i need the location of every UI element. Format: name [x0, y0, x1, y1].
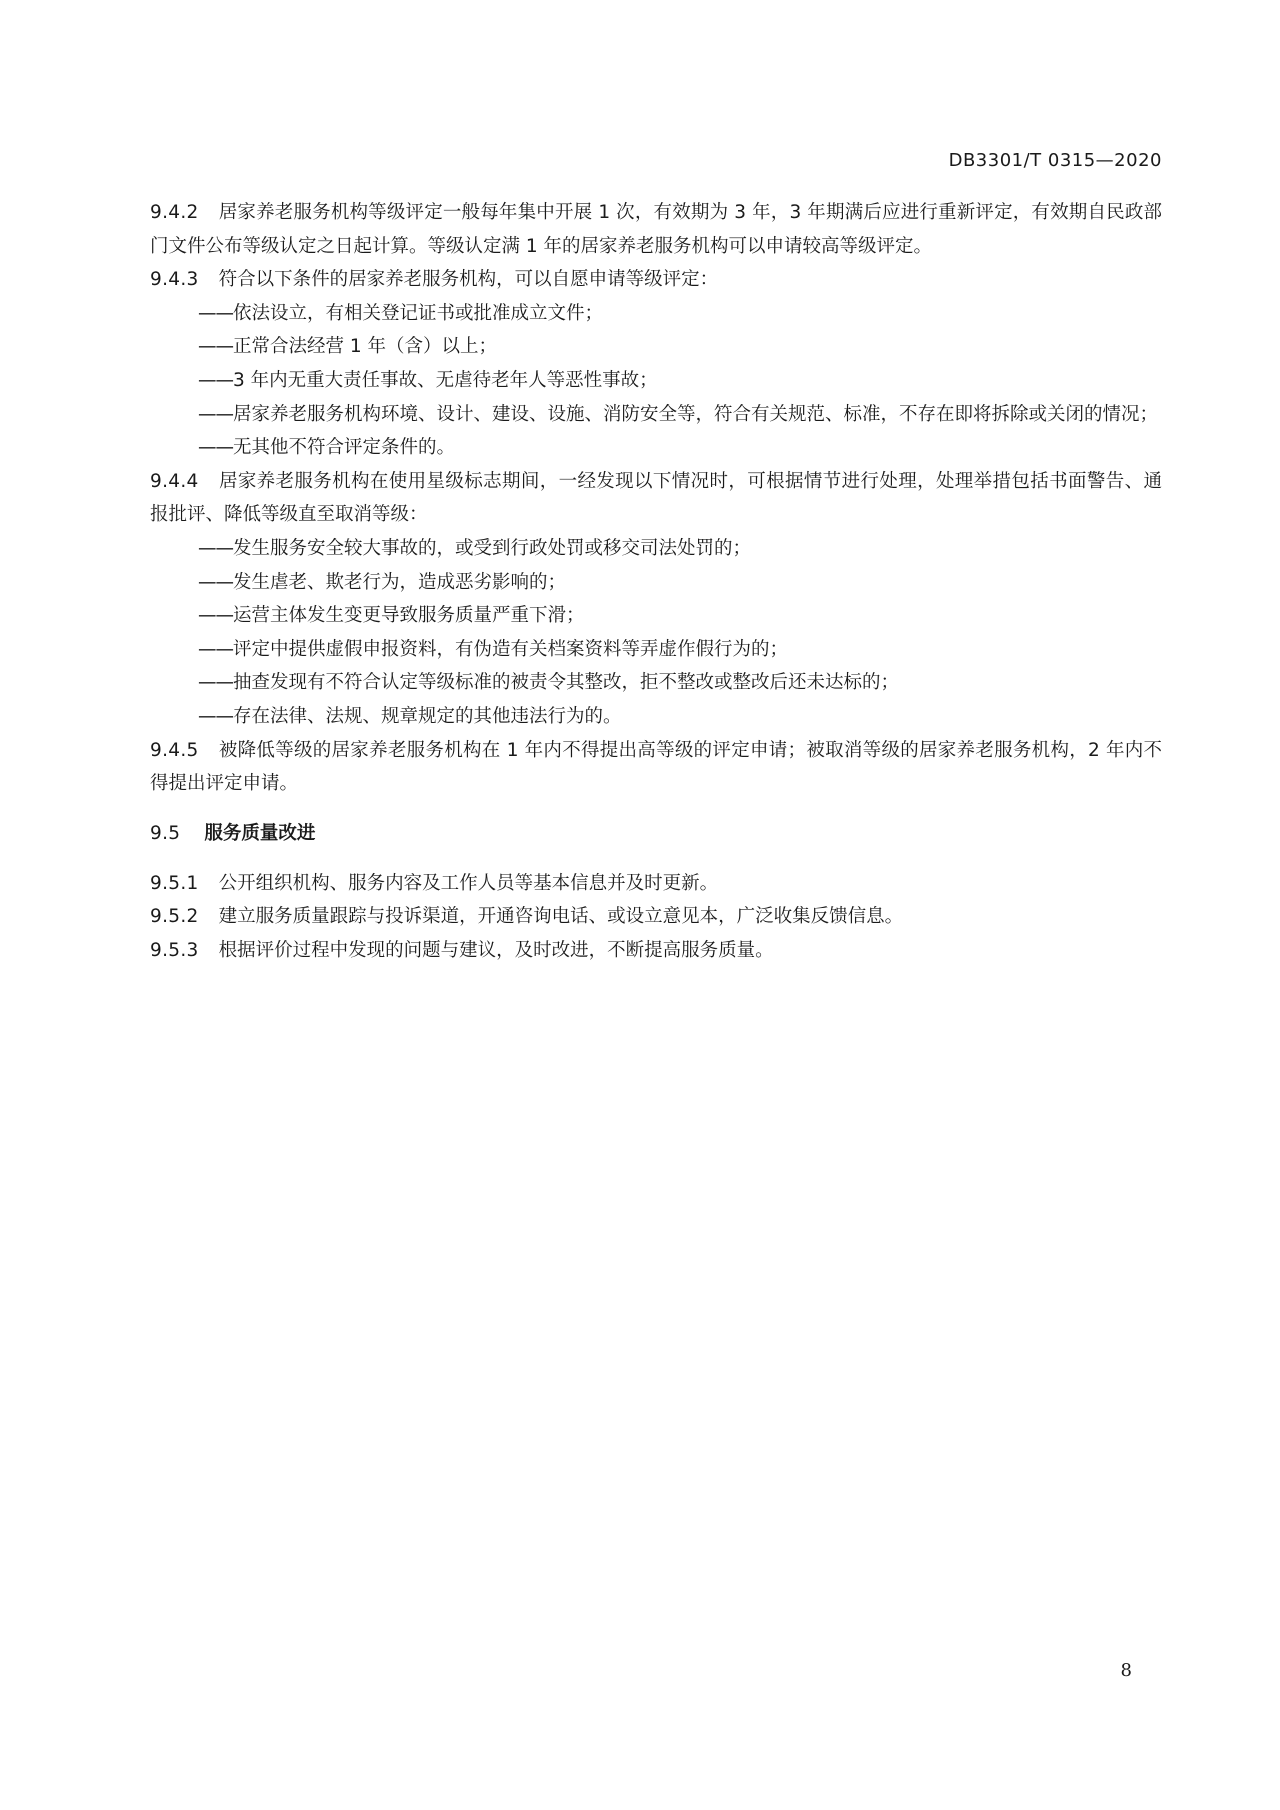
clause-9-4-2 — [150, 196, 1162, 263]
dash-marker: —— — [198, 403, 233, 425]
clause-text: 建立服务质量跟踪与投诉渠道，开通咨询电话、或设立意见本，广泛收集反馈信息。 — [218, 906, 904, 928]
clause-number: 9.5.3 — [150, 939, 199, 961]
page-number: 8 — [1120, 1660, 1132, 1681]
list-item — [198, 633, 1162, 667]
clause-9-4-4 — [150, 465, 1162, 532]
clause-text: 根据评价过程中发现的问题与建议，及时改进，不断提高服务质量。 — [218, 939, 774, 961]
clause-number: 9.4.2 — [150, 202, 199, 223]
clause-text: 公开组织机构、服务内容及工作人员等基本信息并及时更新。 — [218, 872, 719, 894]
list-item — [198, 599, 1162, 633]
section-heading-9-5 — [150, 815, 1162, 853]
list-item — [198, 700, 1162, 734]
clause-9-5-1 — [150, 867, 1162, 901]
clause-text: 符合以下条件的居家养老服务机构，可以自愿申请等级评定： — [218, 269, 719, 291]
dash-marker: —— — [198, 302, 233, 324]
dash-marker: —— — [198, 336, 233, 358]
clause-number: 9.4.4 — [150, 470, 199, 492]
document-code-header: DB3301/T 0315—2020 — [948, 150, 1162, 171]
clause-9-5-2 — [150, 900, 1162, 934]
dash-marker: —— — [198, 437, 233, 459]
clause-number: 9.4.3 — [150, 269, 199, 291]
dash-marker: —— — [198, 369, 233, 391]
clause-text: 被降低等级的居家养老服务机构在 1 年内不得提出高等级的评定申请；被取消等级的居家养老服务机构，2 年内不得提出评定申请。 — [150, 739, 1162, 795]
list-item-text: 运营主体发生变更导致服务质量严重下滑； — [233, 605, 585, 627]
list-item-text: 发生服务安全较大事故的，或受到行政处罚或移交司法处罚的； — [233, 537, 752, 559]
section-number: 9.5 — [150, 822, 181, 844]
list-item-text: 发生虐老、欺老行为，造成恶劣影响的； — [233, 571, 567, 593]
clause-number: 9.5.1 — [150, 872, 199, 894]
dash-marker: —— — [198, 605, 233, 627]
list-item-text: 3 年内无重大责任事故、无虐待老年人等恶性事故； — [233, 369, 658, 391]
list-item-text: 无其他不符合评定条件的。 — [233, 437, 456, 459]
list-item-text: 评定中提供虚假申报资料，有伪造有关档案资料等弄虚作假行为的； — [233, 638, 789, 660]
list-item — [198, 297, 1162, 331]
dash-marker: —— — [198, 672, 233, 694]
list-item — [198, 398, 1162, 432]
document-body — [150, 196, 1162, 967]
list-item-text: 正常合法经营 1 年（含）以上； — [233, 336, 498, 358]
clause-number: 9.5.2 — [150, 906, 199, 928]
clause-text: 居家养老服务机构等级评定一般每年集中开展 1 次，有效期为 3 年，3 年期满后应进行重新评定，有效期自民政部门文件公布等级认定之日起计算。等级认定满 1 年的居家养老服务机构可以申请较高等级评定。 — [150, 202, 1162, 257]
clause-9-5-3 — [150, 934, 1162, 968]
list-item — [198, 431, 1162, 465]
list-item — [198, 330, 1162, 364]
list-item-text: 依法设立，有相关登记证书或批准成立文件； — [233, 302, 604, 324]
dash-marker: —— — [198, 638, 233, 660]
list-item-text: 抽查发现有不符合认定等级标准的被责令其整改，拒不整改或整改后还未达标的； — [233, 672, 900, 694]
list-item — [198, 566, 1162, 600]
dash-marker: —— — [198, 705, 233, 727]
list-item-text: 存在法律、法规、规章规定的其他违法行为的。 — [233, 705, 622, 727]
list-item — [198, 532, 1162, 566]
section-title: 服务质量改进 — [204, 822, 316, 844]
list-item — [198, 364, 1162, 398]
list-item-text: 居家养老服务机构环境、设计、建设、设施、消防安全等，符合有关规范、标准，不存在即将拆除或关闭的情况； — [233, 403, 1159, 425]
dash-marker: —— — [198, 571, 233, 593]
clause-9-4-5 — [150, 734, 1162, 801]
clause-text: 居家养老服务机构在使用星级标志期间，一经发现以下情况时，可根据情节进行处理，处理举措包括书面警告、通报批评、降低等级直至取消等级： — [150, 470, 1162, 526]
list-item — [198, 666, 1162, 700]
dash-marker: —— — [198, 537, 233, 559]
clause-9-4-3 — [150, 263, 1162, 297]
clause-number: 9.4.5 — [150, 739, 199, 761]
